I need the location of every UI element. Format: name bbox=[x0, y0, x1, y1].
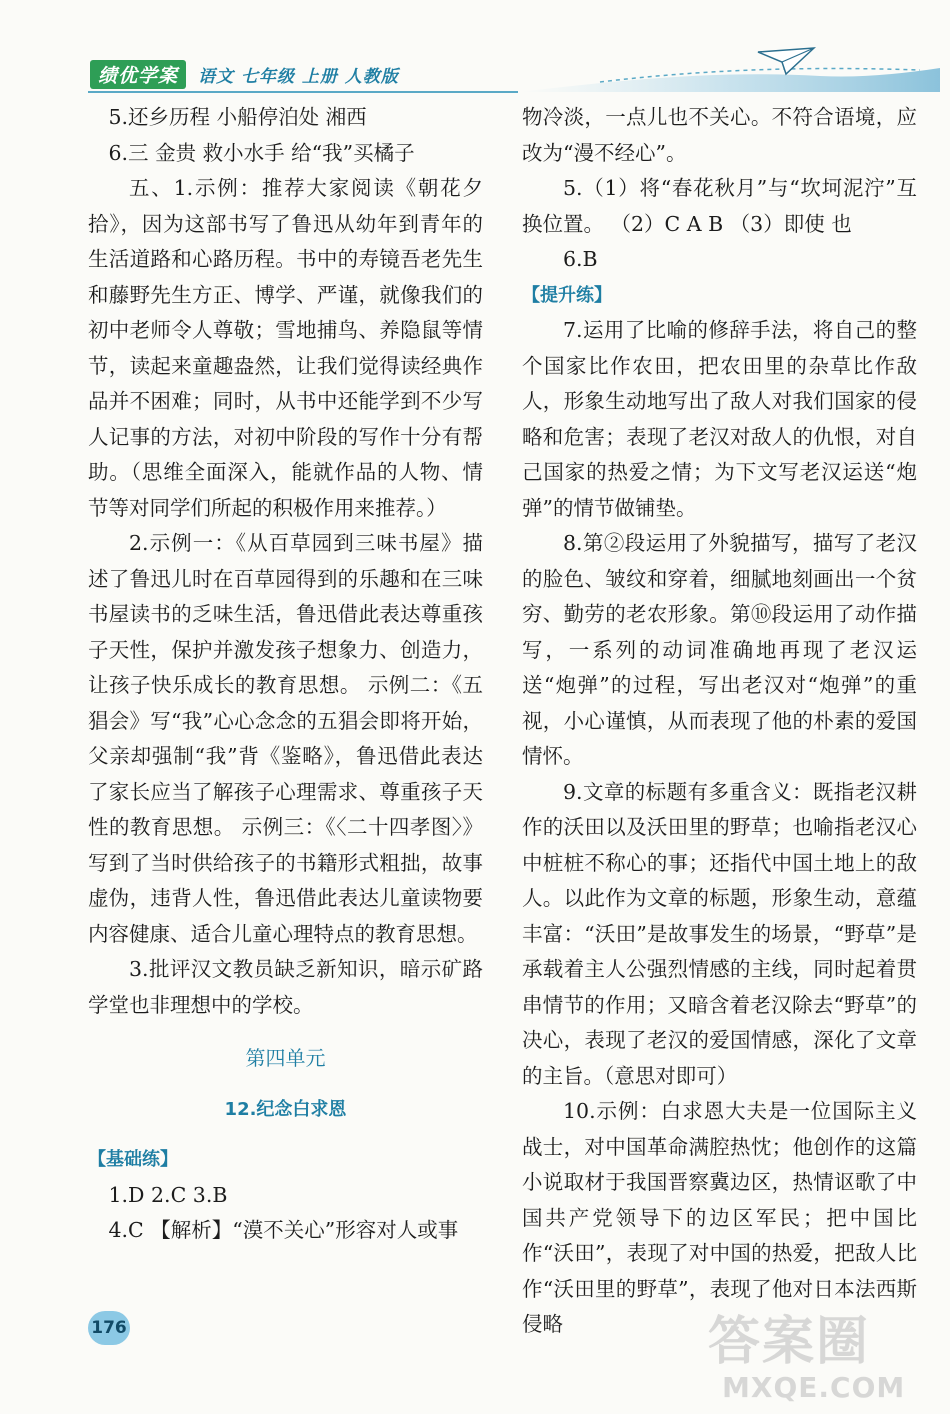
answer-paragraph: 9.文章的标题有多重含义：既指老汉耕作的沃田以及沃田里的野草；也喻指老汉心中桩桩不称心的事；还指代中国土地上的敌人。以此作为文章的标题，形象生动，意蕴丰富：“沃田”是故事发生的场景，“野草”是承载着主人公强烈情感的主线，同时起着贯串情节的作用；又暗含着老汉除去“野草”的决心，表现了老汉的爱国情感，深化了文章的主旨。（意思对即可） bbox=[522, 779, 917, 1088]
answer-paragraph: 8.第②段运用了外貌描写，描写了老汉的脸色、皱纹和穿着，细腻地刻画出一个贫穷、勤劳的老农形象。第⑩段运用了动作描写，一系列的动词准确地再现了老汉运送“炮弹”的过程，写出老汉对“炮弹”的重视，小心谨慎，从而表现了他的朴素的爱国情怀。 bbox=[522, 531, 917, 768]
answer-paragraph: 3.批评汉文教员缺乏新知识，暗示矿路学堂也非理想中的学校。 bbox=[88, 957, 483, 1017]
watermark-logo bbox=[700, 1312, 940, 1408]
answer-line: 6.B bbox=[563, 247, 598, 271]
left-column bbox=[88, 100, 483, 1249]
watermark-text: 答案圈 bbox=[708, 1312, 871, 1372]
section-heading: 【基础练】 bbox=[88, 1149, 178, 1170]
answer-paragraph: 5.（1）将“春花秋月”与“坎坷泥泞”互换位置。 （2）C A B （3）即使 也 bbox=[522, 176, 917, 236]
answer-line: 5.还乡历程 小船停泊处 湘西 bbox=[108, 105, 367, 129]
right-column bbox=[522, 100, 917, 1343]
header-rule bbox=[88, 91, 518, 93]
watermark-url: MXQE.COM bbox=[722, 1371, 906, 1404]
answer-paragraph: 10.示例：白求恩大夫是一位国际主义战士，对中国革命满腔热忱；他创作的这篇小说取材于我国晋察冀边区，热情讴歌了中国共产党领导下的边区军民；把中国比作“沃田”，表现了对中国的热爱，把敌人比作“沃田里的野草”，表现了他对日本法西斯侵略 bbox=[522, 1099, 917, 1336]
answer-line: 1.D 2.C 3.B bbox=[108, 1182, 228, 1207]
section-heading: 【提升练】 bbox=[522, 284, 612, 306]
answer-paragraph: 7.运用了比喻的修辞手法，将自己的整个国家比作农田，把农田里的杂草比作敌人，形象生动地写出了敌人对我们国家的侵略和危害；表现了老汉对敌人的仇恨，对自己国家的热爱之情；为下文写老汉运送“炮弹”的情节做铺垫。 bbox=[522, 318, 917, 520]
unit-title: 第四单元 bbox=[245, 1046, 326, 1070]
answer-line: 4.C 【解析】“漠不关心”形容对人或事 bbox=[108, 1218, 459, 1242]
header-brand bbox=[90, 61, 399, 87]
answer-paragraph: 物冷淡，一点儿也不关心。不符合语境，应改为“漫不经心”。 bbox=[522, 105, 917, 165]
lesson-title: 12.纪念白求恩 bbox=[224, 1098, 347, 1120]
brand-name: 绩优学案 bbox=[90, 60, 186, 89]
page-number: 176 bbox=[88, 1311, 130, 1345]
page-header bbox=[0, 0, 950, 100]
book-info: 语文 七年级 上册 人教版 bbox=[198, 66, 399, 87]
answer-paragraph: 2.示例一：《从百草园到三味书屋》描述了鲁迅儿时在百草园得到的乐趣和在三味书屋读书的乏味生活，鲁迅借此表达尊重孩子天性，保护并激发孩子想象力、创造力，让孩子快乐成长的教育思想。 示例二：《五猖会》写“我”心心念念的五猖会即将开始，父亲却强制“我”背《鉴略》，鲁迅借此表达了家长应当了解孩子心理需求、尊重孩子天性的教育思想。 示例三：《〈二十四孝图〉》写到了当时供给孩子的书籍形式粗拙，故事虚伪，违背人性，鲁迅借此表达儿童读物要内容健康、适合儿童心理特点的教育思想。 bbox=[88, 531, 483, 946]
answer-line: 6.三 金贵 救小水手 给“我”买橘子 bbox=[108, 140, 415, 165]
answer-paragraph: 五、1.示例：推荐大家阅读《朝花夕拾》，因为这部书写了鲁迅从幼年到青年的生活道路和心路历程。书中的寿镜吾老先生和藤野先生方正、博学、严谨，就像我们的初中老师令人尊敬；雪地捕鸟、养隐鼠等情节，读起来童趣盎然，让我们觉得读经典作品并不困难；同时，从书中还能学到不少写人记事的方法，对初中阶段的写作十分有帮助。（思维全面深入，能就作品的人物、情节等对同学们所起的积极作用来推荐。） bbox=[88, 176, 483, 520]
paper-plane-icon bbox=[756, 44, 816, 78]
